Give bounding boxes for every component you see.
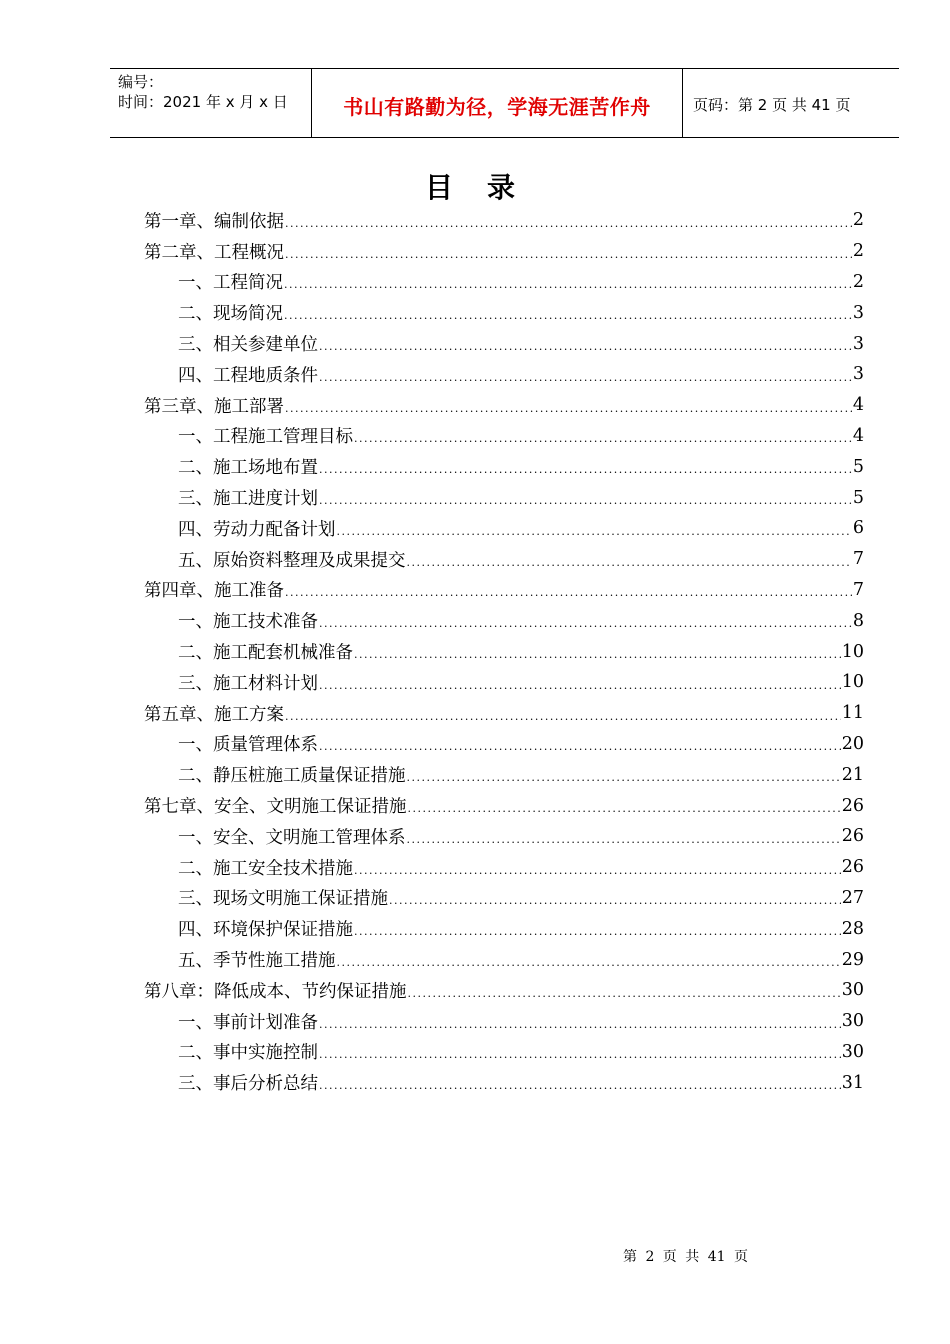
- header-motto: 书山有路勤为径，学海无涯苦作舟: [312, 69, 683, 137]
- toc-entry-label: 二、施工场地布置: [178, 458, 318, 479]
- toc-entry[interactable]: [144, 513, 864, 544]
- toc-entry-page: 31: [841, 1072, 864, 1093]
- toc-entry-label: 一、安全、文明施工管理体系: [178, 827, 406, 848]
- toc-entry-page: 29: [841, 949, 864, 970]
- toc-entry-page: 27: [841, 887, 864, 908]
- toc-entry[interactable]: [144, 883, 864, 914]
- document-number-label: 编号：: [118, 73, 164, 91]
- toc-entry[interactable]: [144, 390, 864, 421]
- toc-entry-page: 4: [852, 425, 864, 446]
- toc-entry-page: 10: [841, 672, 864, 693]
- toc-entry[interactable]: [144, 1037, 864, 1068]
- toc-entry[interactable]: [144, 267, 864, 298]
- toc-entry-label: 三、施工进度计划: [178, 489, 318, 510]
- toc-entry[interactable]: [144, 667, 864, 698]
- toc-dot-leader: [319, 1048, 841, 1067]
- toc-dot-leader: [284, 309, 852, 328]
- toc-entry-page: 3: [852, 302, 864, 323]
- toc-entry-label: 一、事前计划准备: [178, 1012, 318, 1033]
- toc-dot-leader: [319, 463, 852, 482]
- toc-entry-label: 第五章、施工方案: [144, 704, 284, 725]
- toc-dot-leader: [354, 925, 841, 944]
- toc-dot-leader: [354, 648, 841, 667]
- toc-entry-page: 8: [852, 610, 864, 631]
- toc-entry[interactable]: [144, 575, 864, 606]
- toc-entry-page: 21: [841, 764, 864, 785]
- toc-entry-label: 四、劳动力配备计划: [178, 519, 336, 540]
- toc-entry-page: 4: [852, 395, 864, 416]
- toc-dot-leader: [319, 1079, 841, 1098]
- toc-entry-label: 二、现场简况: [178, 304, 283, 325]
- toc-entry-label: 五、原始资料整理及成果提交: [178, 550, 406, 571]
- toc-entry[interactable]: [144, 759, 864, 790]
- toc-entry-page: 2: [852, 210, 864, 231]
- toc-entry-label: 第八章：降低成本、节约保证措施: [144, 981, 407, 1002]
- toc-dot-leader: [319, 494, 852, 513]
- table-of-contents: [144, 205, 864, 1098]
- toc-dot-leader: [337, 525, 852, 544]
- toc-dot-leader: [285, 710, 841, 729]
- toc-entry[interactable]: [144, 636, 864, 667]
- toc-entry-page: 7: [852, 549, 864, 570]
- toc-entry-label: 第七章、安全、文明施工保证措施: [144, 797, 407, 818]
- toc-dot-leader: [337, 956, 841, 975]
- toc-entry[interactable]: [144, 821, 864, 852]
- toc-dot-leader: [285, 402, 852, 421]
- toc-entry[interactable]: [144, 359, 864, 390]
- toc-entry[interactable]: [144, 944, 864, 975]
- toc-entry[interactable]: [144, 451, 864, 482]
- toc-dot-leader: [408, 987, 841, 1006]
- toc-entry-label: 三、施工材料计划: [178, 673, 318, 694]
- toc-entry-page: 30: [841, 1041, 864, 1062]
- toc-dot-leader: [319, 617, 852, 636]
- toc-entry[interactable]: [144, 236, 864, 267]
- toc-entry[interactable]: [144, 790, 864, 821]
- toc-entry-page: 20: [841, 733, 864, 754]
- toc-entry-label: 四、环境保护保证措施: [178, 920, 353, 941]
- toc-dot-leader: [319, 371, 852, 390]
- toc-entry-page: 30: [841, 980, 864, 1001]
- toc-dot-leader: [407, 771, 841, 790]
- toc-dot-leader: [319, 1018, 841, 1037]
- toc-dot-leader: [319, 340, 852, 359]
- toc-entry-label: 三、现场文明施工保证措施: [178, 889, 388, 910]
- toc-dot-leader: [285, 248, 852, 267]
- toc-entry[interactable]: [144, 975, 864, 1006]
- toc-entry-label: 第二章、工程概况: [144, 242, 284, 263]
- toc-entry-label: 第三章、施工部署: [144, 396, 284, 417]
- toc-entry-label: 三、相关参建单位: [178, 335, 318, 356]
- page-footer: 第 2 页 共 41 页: [623, 1249, 748, 1265]
- toc-dot-leader: [284, 278, 852, 297]
- toc-entry-page: 6: [852, 518, 864, 539]
- toc-dot-leader: [354, 432, 852, 451]
- toc-entry-page: 3: [852, 333, 864, 354]
- toc-entry[interactable]: [144, 1006, 864, 1037]
- toc-dot-leader: [319, 740, 841, 759]
- toc-entry-label: 三、事后分析总结: [178, 1074, 318, 1095]
- toc-entry-label: 四、工程地质条件: [178, 365, 318, 386]
- toc-entry-page: 26: [841, 857, 864, 878]
- toc-entry-page: 26: [841, 795, 864, 816]
- toc-entry-page: 28: [841, 918, 864, 939]
- toc-dot-leader: [354, 864, 841, 883]
- toc-entry[interactable]: [144, 297, 864, 328]
- toc-dot-leader: [407, 833, 841, 852]
- toc-entry-label: 一、质量管理体系: [178, 735, 318, 756]
- toc-entry-label: 一、工程简况: [178, 273, 283, 294]
- toc-entry[interactable]: [144, 913, 864, 944]
- toc-entry-page: 2: [852, 271, 864, 292]
- toc-entry[interactable]: [144, 421, 864, 452]
- toc-entry[interactable]: [144, 544, 864, 575]
- toc-entry[interactable]: [144, 729, 864, 760]
- toc-entry-label: 五、季节性施工措施: [178, 951, 336, 972]
- toc-entry-page: 3: [852, 364, 864, 385]
- toc-entry[interactable]: [144, 1067, 864, 1098]
- toc-entry-page: 5: [852, 456, 864, 477]
- header-page-info: 页码：第 2 页 共 41 页: [693, 96, 851, 114]
- toc-entry-page: 5: [852, 487, 864, 508]
- toc-entry-label: 二、事中实施控制: [178, 1043, 318, 1064]
- toc-dot-leader: [408, 802, 841, 821]
- toc-dot-leader: [285, 586, 852, 605]
- toc-entry-page: 10: [841, 641, 864, 662]
- toc-entry[interactable]: [144, 852, 864, 883]
- toc-entry-label: 第一章、编制依据: [144, 211, 284, 232]
- toc-entry-page: 7: [852, 579, 864, 600]
- toc-entry-label: 一、工程施工管理目标: [178, 427, 353, 448]
- toc-entry-label: 二、施工安全技术措施: [178, 858, 353, 879]
- toc-entry[interactable]: [144, 698, 864, 729]
- toc-entry-label: 二、静压桩施工质量保证措施: [178, 766, 406, 787]
- toc-entry[interactable]: [144, 605, 864, 636]
- toc-entry-page: 11: [841, 703, 864, 724]
- toc-dot-leader: [285, 217, 852, 236]
- toc-entry-page: 2: [852, 241, 864, 262]
- toc-title: 目录: [424, 171, 549, 204]
- toc-entry[interactable]: [144, 328, 864, 359]
- toc-entry-label: 二、施工配套机械准备: [178, 643, 353, 664]
- toc-entry-page: 30: [841, 1011, 864, 1032]
- header-meta: [110, 69, 312, 137]
- document-time-label: 时间：2021 年 x 月 x 日: [118, 93, 288, 111]
- toc-dot-leader: [319, 679, 841, 698]
- toc-dot-leader: [407, 556, 852, 575]
- toc-entry-page: 26: [841, 826, 864, 847]
- page-header: [110, 68, 899, 138]
- toc-entry-label: 一、施工技术准备: [178, 612, 318, 633]
- toc-entry[interactable]: [144, 482, 864, 513]
- toc-entry[interactable]: [144, 205, 864, 236]
- toc-dot-leader: [389, 894, 841, 913]
- toc-entry-label: 第四章、施工准备: [144, 581, 284, 602]
